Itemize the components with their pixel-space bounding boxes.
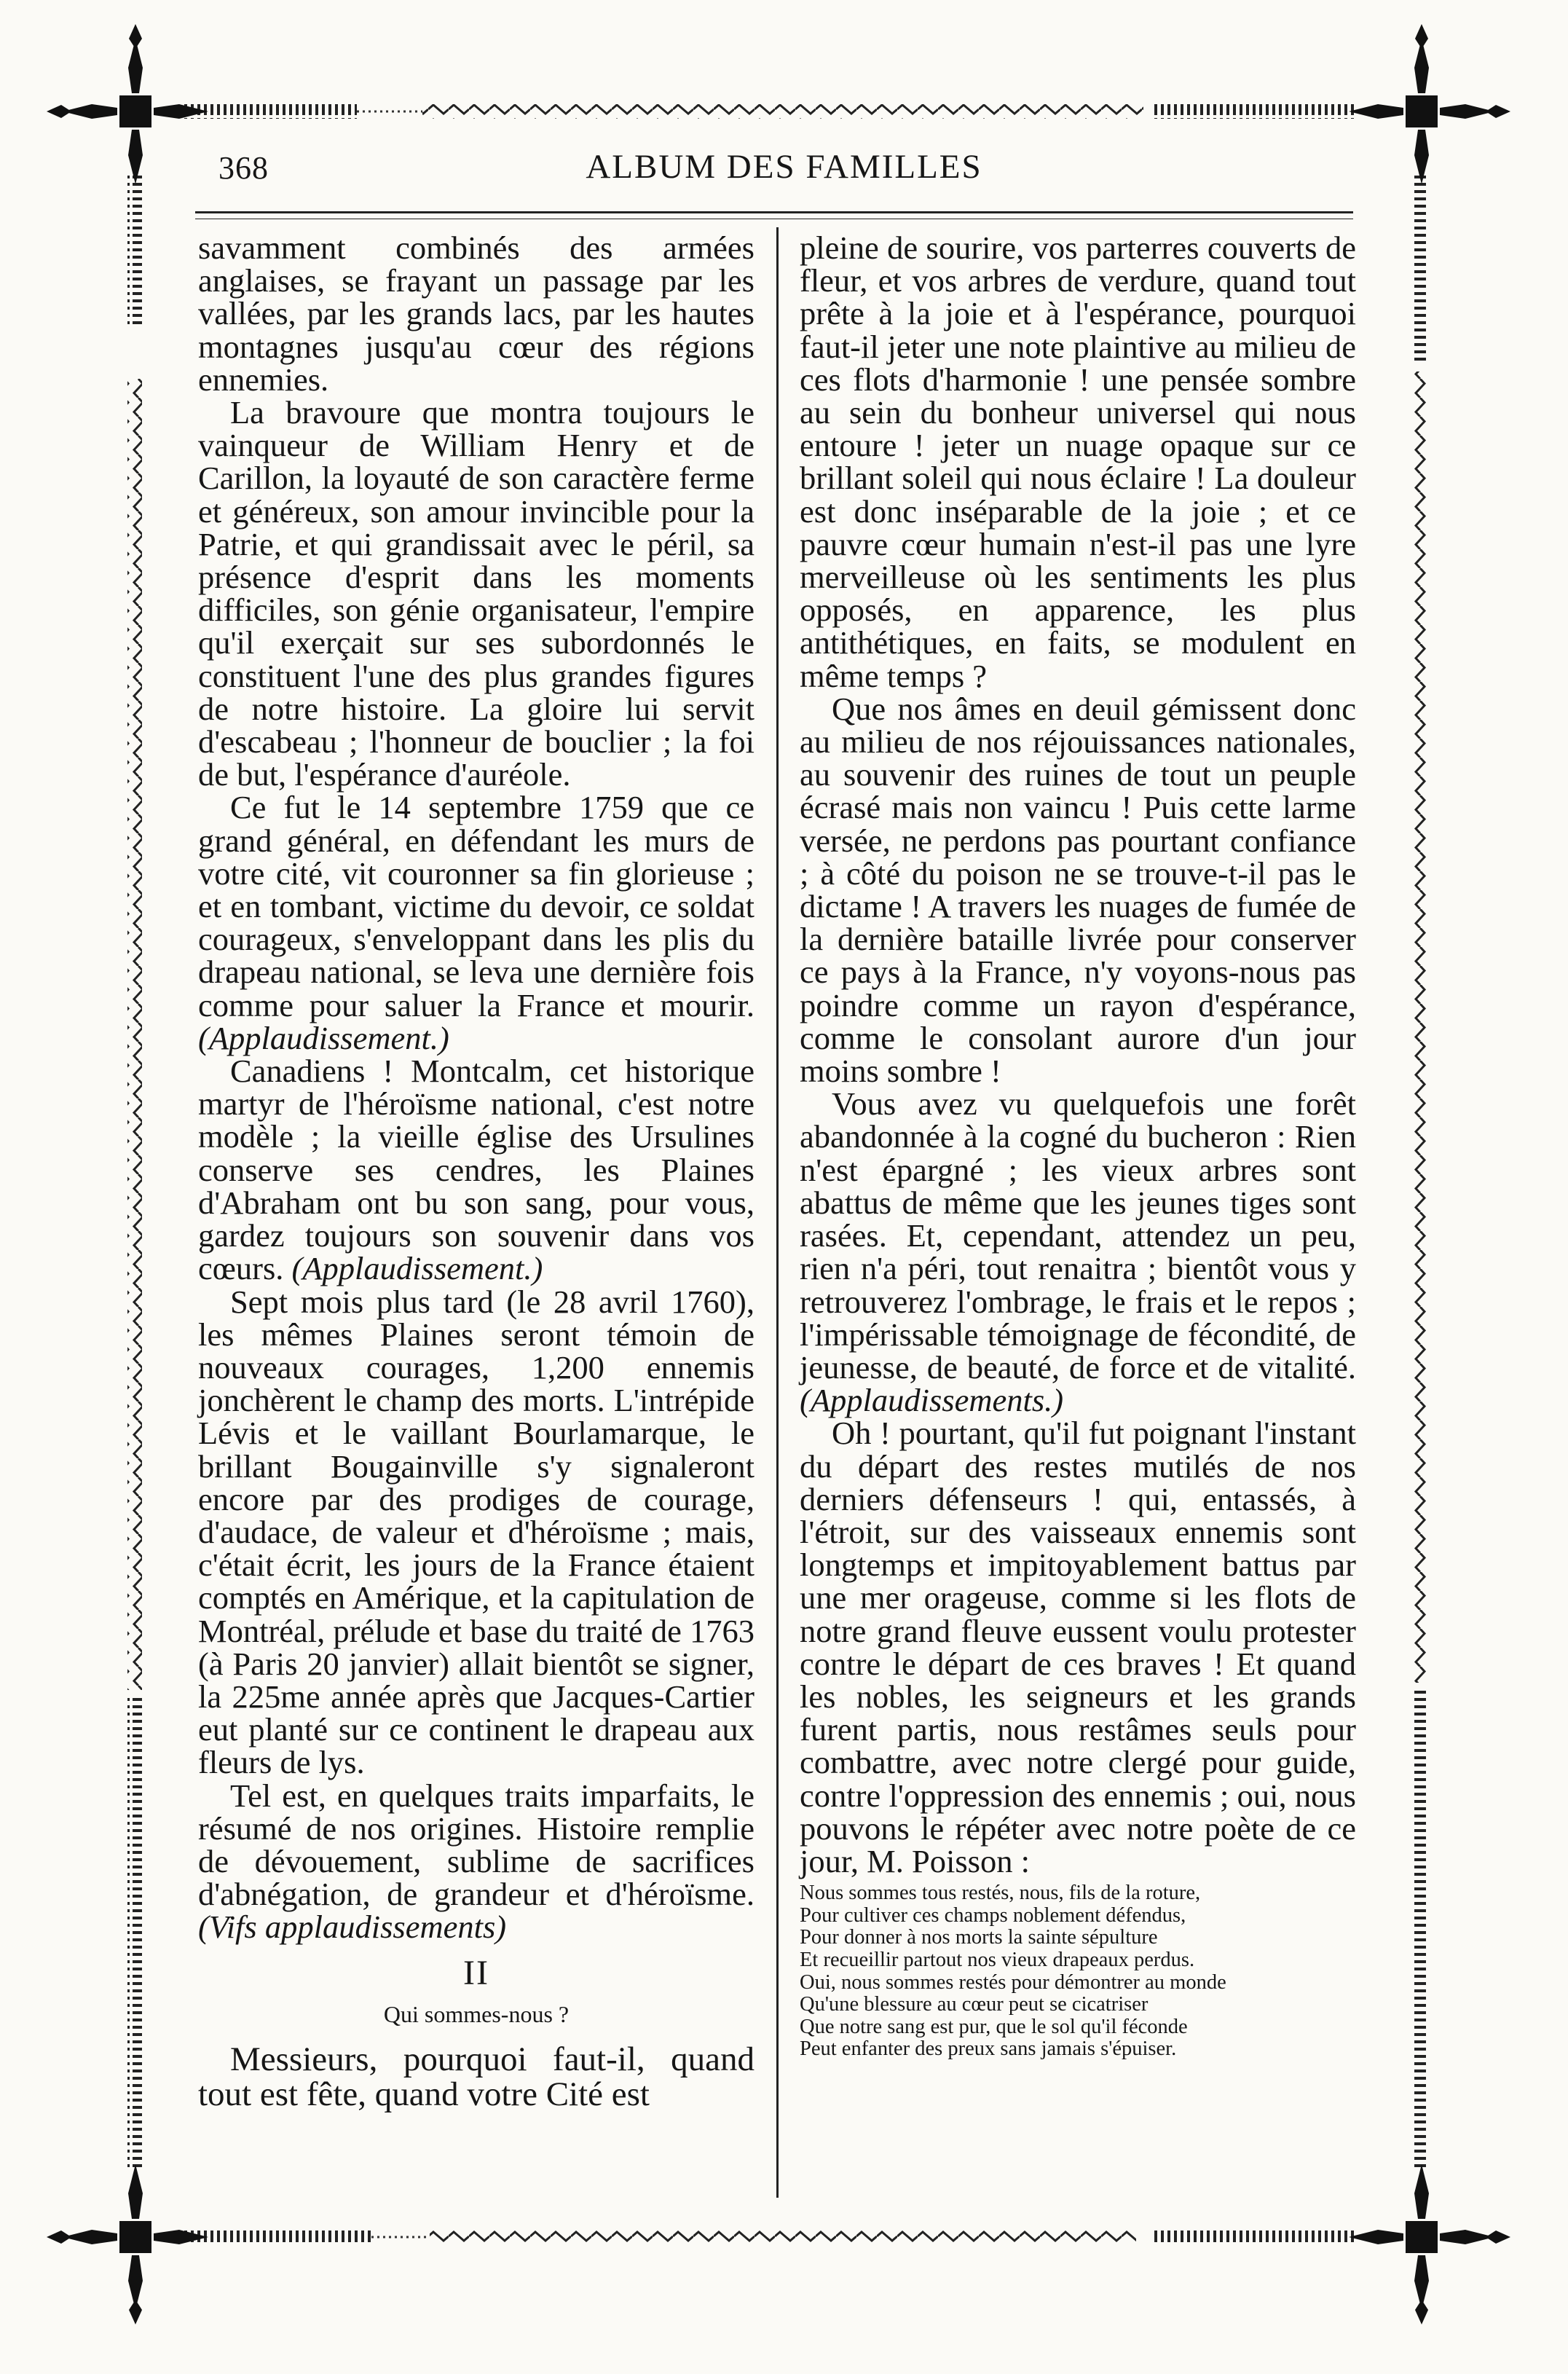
paragraph: Canadiens ! Montcalm, cet historique martyr de l'héroïsme national, c'est notre modèle ; la vieille église des Ursulines conserve ses cendres, les Plaines d'Abraham ont bu son sang, pour vous, gardez toujours son souvenir dans vos cœurs. (Applaudissement.) xyxy=(198,1053,755,1287)
paragraph: Que nos âmes en deuil gémissent donc au milieu de nos réjouissances nationales, au souvenir des ruines de tout un peuple écrasé mais non vaincu ! Puis cette larme versée, ne perdons pas pourtant confiance ; à côté du poison ne se trouve-t-il pas le dictame ! A travers les nuages de fumée de la dernière bataille livrée pour conserver ce pays à la France, n'y voyons-nous pas poindre comme un rayon d'espérance, comme le consolant aurore d'un jour moins sombre ! xyxy=(800,690,1356,1090)
paragraph: Oh ! pourtant, qu'il fut poignant l'instant du départ des restes mutilés de nos derniers défenseurs ! qui, entassés, à l'étroit, sur des vaisseaux ennemis sont longtemps et impitoyablement battus par une mer orageuse, comme si les flots de notre grand fleuve eussent voulu protester contre le départ de ces braves ! Et quand les nobles, les seigneurs et les grands furent partis, nous restâmes seuls pour combattre, avec notre clergé pour guide, contre l'oppression des ennemis ; oui, nous pouvons le répéter avec notre poète de ce jour, M. Poisson : xyxy=(800,1415,1356,1879)
left-column xyxy=(198,229,755,2113)
poem-line: Qu'une blessure au cœur peut se cicatriser xyxy=(800,1993,1149,2016)
applause-note: (Applaudissement.) xyxy=(291,1250,543,1287)
applause-note: (Applaudissements.) xyxy=(800,1382,1064,1419)
poem-quote xyxy=(800,1882,1356,2061)
paragraph: pleine de sourire, vos parterres couverts de fleur, et vos arbres de verdure, quand tout prête à la joie et à l'espérance, pourquoi faut-il jeter une note plaintive au milieu de ces flots d'harmonie ! une pensée sombre au sein du bonheur universel qui nous entoure ! jeter un nuage opaque sur ce brillant soleil qui nous éclaire ! La douleur est donc inséparable de la joie ; et ce pauvre cœur humain n'est-il pas une lyre merveilleuse où les sentiments les plus opposés, en apparence, les plus antithétiques, en faits, se modulent en même temps ? xyxy=(800,229,1356,694)
right-column xyxy=(800,229,1356,2061)
paragraph: Sept mois plus tard (le 28 avril 1760), les mêmes Plaines seront témoin de nouveaux courages, 1,200 ennemis jonchèrent le champ des morts. L'intrépide Lévis et le vaillant Bourlamarque, le brillant Bougainville s'y signaleront encore par des prodiges de courage, d'audace, de valeur et d'héroïsme ; mais, c'était écrit, les jours de la France étaient comptés en Amérique, et la capitulation de Montréal, prélude et base du traité de 1763 (à Paris 20 janvier) allait bientôt se signer, la 225me année après que Jacques-Cartier eut planté sur ce continent le drapeau aux fleurs de lys. xyxy=(198,1283,755,1781)
poem-line: Pour cultiver ces champs noblement défendus, xyxy=(800,1903,1186,1927)
left-border-rule xyxy=(127,175,142,2171)
paragraph: Vous avez vu quelquefois une forêt abandonnée à la cogné du bucheron : Rien n'est épargné ; les vieux arbres sont abattus de même que les jeunes tiges sont rasées. Et, cependant, attendez un peu, rien n'a péri, tout renaitra ; bientôt vous y retrouverez l'ombrage, le frais et le repos ; l'impérissable témoignage de fécondité, de jeunesse, de beauté, de force et de vitalité. (Applaudissements.) xyxy=(800,1085,1356,1419)
right-border-rule xyxy=(1414,175,1429,2171)
paragraph: Tel est, en quelques traits imparfaits, le résumé de nos origines. Histoire remplie de dévouement, sublime de sacrifices d'abnégation, de grandeur et d'héroïsme. (Vifs applaudissements) xyxy=(198,1777,755,1946)
applause-note: (Applaudissement.) xyxy=(198,1019,449,1056)
applause-note: (Vifs applaudissements) xyxy=(198,1909,507,1946)
corner-ornament-bottom-right xyxy=(1349,2164,1510,2324)
poem-line: Oui, nous sommes restés pour démontrer au monde xyxy=(800,1970,1226,1994)
paragraph: Messieurs, pourquoi faut-il, quand tout est fête, quand votre Cité est xyxy=(198,2040,755,2113)
page-number: 368 xyxy=(218,150,269,186)
poem-line: Que notre sang est pur, que le sol qu'il féconde xyxy=(800,2015,1188,2038)
column-divider xyxy=(776,227,779,2198)
paragraph: Ce fut le 14 septembre 1759 que ce grand général, en défendant les murs de votre cité, vit couronner sa fin glorieuse ; et en tombant, victime du devoir, ce soldat courageux, s'enveloppant dans les plis du drapeau national, se leva une dernière fois comme pour saluer la France et mourir. (Applaudissement.) xyxy=(198,789,755,1056)
section-subtitle: Qui sommes-nous ? xyxy=(383,2000,570,2027)
paragraph: savamment combinés des armées anglaises, se frayant un passage par les vallées, par les grands lacs, par les hautes montagnes jusqu'au cœur des régions ennemies. xyxy=(198,229,755,398)
section-numeral: II xyxy=(463,1953,489,1992)
running-title: ALBUM DES FAMILLES xyxy=(586,148,982,186)
top-border-rule xyxy=(182,104,1355,119)
poem-line: Pour donner à nos morts la sainte sépulture xyxy=(800,1926,1158,1949)
bottom-border-rule xyxy=(182,2230,1355,2244)
paragraph: La bravoure que montra toujours le vainqueur de William Henry et de Carillon, la loyauté de son caractère ferme et généreux, son amour invincible pour la Patrie, et qui grandissait avec le péril, sa présence d'esprit dans les moments difficiles, son génie organisateur, l'empire qu'il exerçait sur ses subordonnés le constituent l'une des plus grandes figures de notre histoire. La gloire lui servit d'escabeau ; l'honneur de bouclier ; la foi de but, l'espérance d'auréole. xyxy=(198,394,755,793)
poem-line: Peut enfanter des preux sans jamais s'épuiser. xyxy=(800,2037,1177,2061)
poem-line: Nous sommes tous restés, nous, fils de la roture, xyxy=(800,1882,1201,1905)
header-rule xyxy=(195,211,1353,213)
poem-line: Et recueillir partout nos vieux drapeaux perdus. xyxy=(800,1948,1195,1971)
